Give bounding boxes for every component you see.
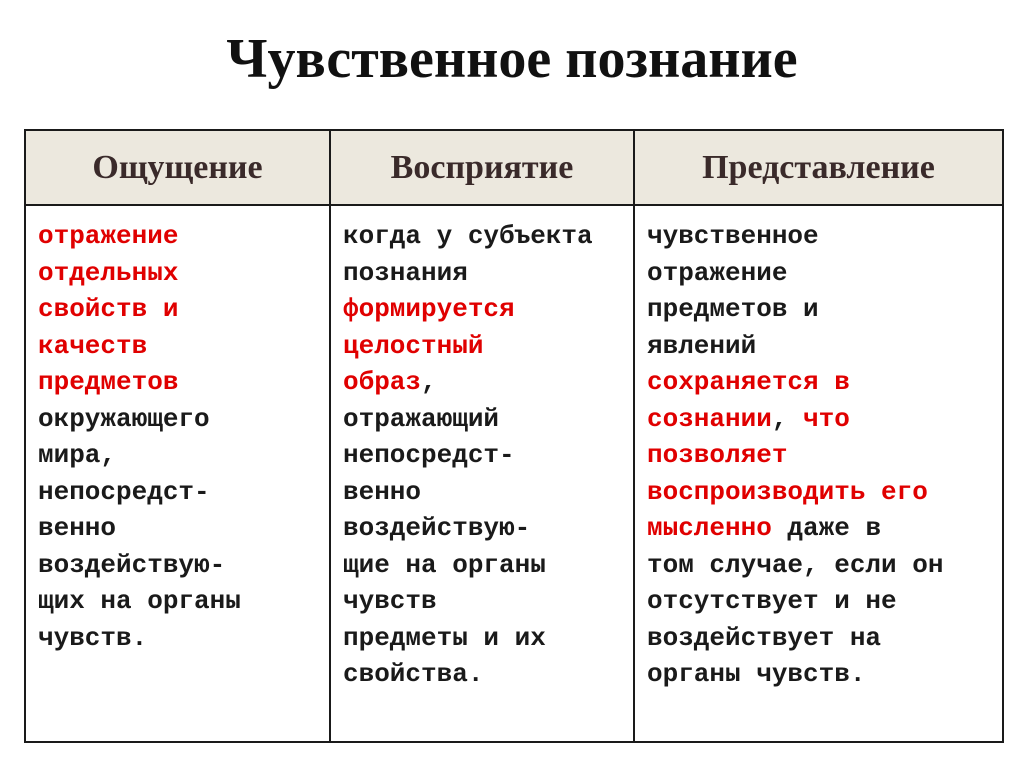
cell-line [647, 620, 943, 657]
cell-representation [647, 218, 943, 693]
cell-line [343, 474, 593, 511]
text-segment: предметы и их [343, 622, 546, 653]
cell-line [38, 328, 241, 365]
cell-line [647, 656, 943, 693]
cell-line [343, 510, 593, 547]
highlighted-text: отдельных [38, 257, 179, 288]
cell-line [647, 328, 943, 365]
text-segment: отражение [647, 257, 788, 288]
cell-line [38, 510, 241, 547]
cell-line [343, 620, 593, 657]
cell-line [38, 583, 241, 620]
cell-line [343, 328, 593, 365]
cell-line [343, 291, 593, 328]
cell-line [647, 291, 943, 328]
text-segment: познания [343, 257, 468, 288]
text-segment: чувственное [647, 221, 819, 251]
cell-perception [343, 218, 593, 693]
header-perception: Восприятие [390, 148, 574, 186]
text-segment: том случае, если он [647, 549, 944, 580]
text-segment: щие на органы [343, 549, 546, 580]
cell-line [38, 364, 241, 401]
text-segment: воздействую- [38, 549, 226, 580]
cell-line [343, 437, 593, 474]
text-segment: отражающий [343, 403, 500, 434]
text-segment: даже в [771, 513, 882, 543]
text-segment: чувств. [38, 622, 148, 653]
text-segment: свойства. [343, 659, 484, 689]
text-segment: мира, [38, 440, 117, 470]
cell-line [343, 218, 593, 255]
cell-line [38, 437, 241, 474]
cell-line [647, 474, 943, 511]
cell-line [38, 291, 241, 328]
header-representation: Представление [702, 148, 935, 186]
text-segment: отсутствует и не [647, 586, 897, 616]
highlighted-text: позволяет [647, 440, 788, 470]
cell-line [343, 656, 593, 693]
text-segment: воздействую- [343, 513, 531, 543]
column-divider [633, 131, 635, 741]
cell-line [343, 401, 593, 438]
column-divider [329, 131, 331, 741]
cell-line [38, 474, 241, 511]
cell-line [647, 583, 943, 620]
cell-line [647, 437, 943, 474]
highlighted-text: образ [343, 367, 422, 397]
text-segment: венно [343, 476, 422, 507]
text-segment: непосредст- [38, 476, 210, 507]
highlighted-text: мысленно [647, 513, 772, 543]
highlighted-text: свойств и [38, 294, 179, 324]
cell-line [647, 401, 943, 438]
highlighted-text: что [803, 403, 850, 434]
header-sensation: Ощущение [92, 148, 263, 186]
cell-line [647, 255, 943, 292]
text-segment: венно [38, 513, 117, 543]
cell-line [38, 218, 241, 255]
highlighted-text: формируется [343, 294, 515, 324]
cell-line [647, 364, 943, 401]
highlighted-text: сохраняется в [647, 367, 850, 397]
text-segment: когда у субъекта [343, 221, 593, 251]
text-segment: предметов и [647, 294, 819, 324]
highlighted-text: качеств [38, 330, 148, 361]
cell-line [343, 547, 593, 584]
cell-sensation [38, 218, 241, 656]
page-title: Чувственное познание [226, 28, 798, 90]
cell-line [38, 401, 241, 438]
text-segment: чувств [343, 586, 437, 616]
text-segment: , [421, 367, 437, 397]
text-segment: , [771, 403, 804, 434]
highlighted-text: сознании [647, 403, 772, 434]
text-segment: органы чувств. [647, 659, 866, 689]
text-segment: явлений [647, 330, 757, 361]
highlighted-text: отражение [38, 221, 179, 251]
highlighted-text: целостный [343, 330, 484, 361]
cell-line [343, 364, 593, 401]
cell-line [38, 255, 241, 292]
text-segment: щих на органы [38, 586, 241, 616]
highlighted-text: предметов [38, 367, 179, 397]
text-segment: непосредст- [343, 440, 515, 470]
cell-line [38, 620, 241, 657]
cell-line [647, 218, 943, 255]
text-segment: воздействует на [647, 622, 882, 653]
table-header-row [26, 131, 1002, 206]
cell-line [343, 255, 593, 292]
cell-line [647, 547, 943, 584]
cell-line [343, 583, 593, 620]
cell-line [647, 510, 943, 547]
text-segment: окружающего [38, 403, 210, 434]
highlighted-text: воспроизводить его [647, 476, 928, 507]
cell-line [38, 547, 241, 584]
knowledge-table [24, 129, 1004, 743]
